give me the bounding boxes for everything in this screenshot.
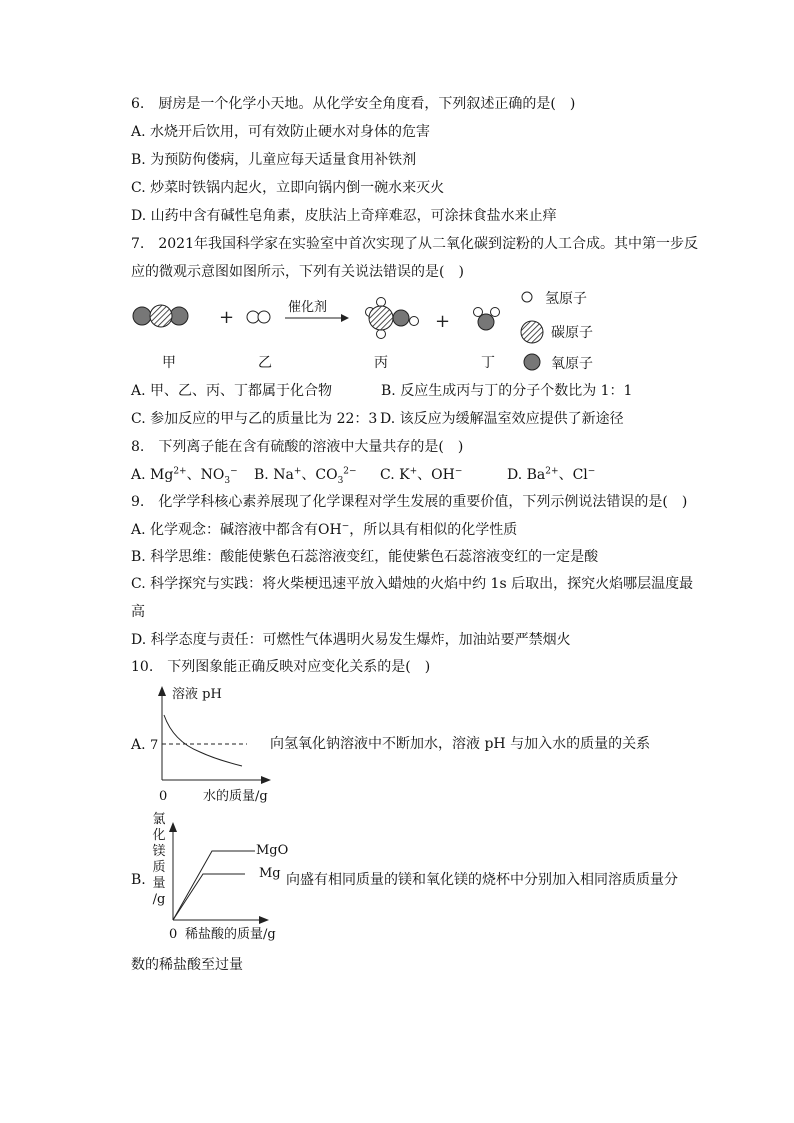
q8-option-b: B. Na+、$CO_3^{2-}$	[254, 466, 357, 486]
q7-stem-line1: 7. 2021年我国科学家在实验室中首次实现了从二氧化碳到淀粉的人工合成。其中第一步反	[131, 236, 698, 252]
q8-option-d: D. $Ba^{2+}$、Cl−	[507, 466, 596, 483]
label-jia: 甲	[162, 355, 176, 371]
graph-b-origin: 0	[169, 927, 178, 942]
q10-stem: 10. 下列图象能正确反映对应变化关系的是( )	[131, 659, 431, 675]
legend-carbon	[521, 321, 593, 343]
svg-text:氢原子: 氢原子	[545, 291, 587, 307]
molecule-bing-ch3oh-icon	[366, 298, 419, 339]
graph-a-ytick-7: 7	[150, 738, 159, 753]
legend-hydrogen	[522, 291, 587, 307]
q10-option-b-text: 向盛有相同质量的镁和氧化镁的烧杯中分别加入相同溶质质量分	[286, 872, 678, 888]
q8-option-c: C. K+、OH−	[380, 466, 463, 483]
q9-stem: 9. 化学学科核心素养展现了化学课程对学生发展的重要价值，下列示例说法错误的是( )	[131, 494, 688, 510]
q10-option-b-letter: B.	[131, 872, 146, 888]
q6-option-b: B. 为预防佝偻病，儿童应每天适量食用补铁剂	[131, 152, 417, 168]
graph-a-origin: 0	[159, 789, 168, 804]
graph-a-curve	[164, 715, 242, 766]
graph-b-ylabel: 氯 化 镁 质 量 /g	[152, 812, 166, 907]
q7-option-b: B. 反应生成丙与丁的分子个数比为 1：1	[381, 383, 633, 399]
molecule-yi-h2-icon	[247, 311, 270, 323]
q9-option-b: B. 科学思维：酸能使紫色石蕊溶液变红，能使紫色石蕊溶液变红的一定是酸	[131, 549, 599, 565]
q10-graph-a	[145, 680, 275, 805]
catalyst-label: 催化剂	[288, 300, 328, 315]
q8-option-a: A. $Mg^{2+}$、$NO_3^-$	[131, 466, 238, 486]
q10-option-b-text-cont: 数的稀盐酸至过量	[131, 957, 243, 973]
q7-reaction-diagram	[125, 285, 625, 375]
graph-a-ylabel: 溶液 pH	[172, 687, 222, 702]
graph-b-mgo-line	[173, 851, 255, 920]
label-ding: 丁	[481, 355, 495, 371]
q10-option-a-letter: A.	[131, 737, 146, 753]
graph-b-xlabel: 稀盐酸的质量/g	[185, 927, 276, 942]
graph-b-mg-label: Mg	[259, 866, 281, 881]
q6-stem: 6. 厨房是一个化学小天地。从化学安全角度看，下列叙述正确的是( )	[131, 96, 576, 112]
q9-option-d: D. 科学态度与责任：可燃性气体遇明火易发生爆炸，加油站要严禁烟火	[131, 632, 571, 648]
q7-stem-line2: 应的微观示意图如图所示，下列有关说法错误的是( )	[131, 264, 464, 280]
svg-text:氧原子: 氧原子	[551, 356, 593, 372]
q9-option-c-line2: 高	[131, 604, 145, 620]
label-yi: 乙	[258, 355, 272, 371]
q9-option-c-line1: C. 科学探究与实践：将火柴梗迅速平放入蜡烛的火焰中约 1s 后取出，探究火焰哪层温度最	[131, 576, 694, 592]
q9-option-a: A. 化学观念：碱溶液中都含有OH−，所以具有相似的化学性质	[131, 521, 518, 538]
svg-text:碳原子: 碳原子	[551, 325, 593, 341]
graph-b-mgo-label: MgO	[256, 843, 289, 858]
graph-a-xlabel: 水的质量/g	[203, 789, 268, 804]
label-bing: 丙	[374, 355, 388, 371]
graph-b-mg-line	[173, 874, 245, 920]
q6-option-d: D. 山药中含有碱性皂角素，皮肤沾上奇痒难忍，可涂抹食盐水来止痒	[131, 208, 557, 224]
q7-option-a: A. 甲、乙、丙、丁都属于化合物	[131, 383, 333, 399]
molecule-jia-co2-icon	[133, 305, 188, 327]
q6-option-c: C. 炒菜时铁锅内起火，立即向锅内倒一碗水来灭火	[131, 180, 445, 196]
reaction-plus-1: +	[219, 307, 235, 328]
q7-option-c: C. 参加反应的甲与乙的质量比为 22：3	[131, 411, 378, 427]
legend-oxygen	[524, 354, 593, 372]
q6-option-a: A. 水烧开后饮用，可有效防止硬水对身体的危害	[131, 124, 431, 140]
molecule-ding-h2o-icon	[474, 308, 500, 331]
q7-option-d: D. 该反应为缓解温室效应提供了新途径	[380, 411, 624, 427]
q8-stem: 8. 下列离子能在含有硫酸的溶液中大量共存的是( )	[131, 439, 464, 455]
reaction-plus-2: +	[435, 311, 451, 332]
q10-option-a-text: 向氢氧化钠溶液中不断加水，溶液 pH 与加入水的质量的关系	[270, 736, 651, 752]
